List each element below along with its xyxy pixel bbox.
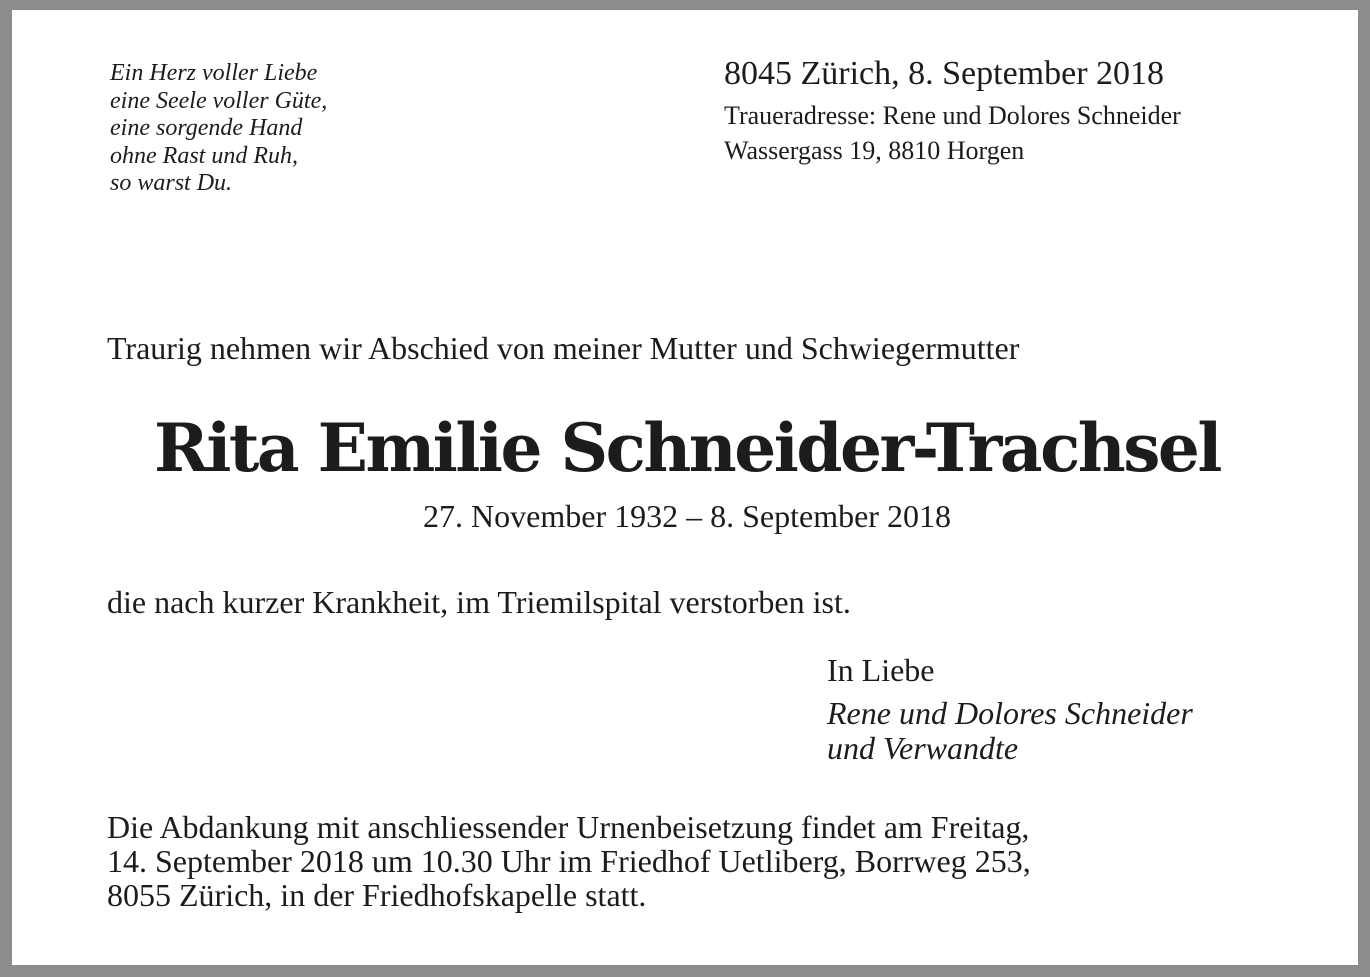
ceremony-details [107,810,1031,912]
mourning-address [724,98,1181,168]
closing-phrase: In Liebe [827,652,935,688]
address-line: Wassergass 19, 8810 Horgen [724,136,1025,165]
poem-line: so warst Du. [110,170,233,196]
ceremony-line: Die Abdankung mit anschliessender Urnenbeisetzung findet am Freitag, [107,809,1030,845]
ceremony-line: 8055 Zürich, in der Friedhofskapelle statt. [107,877,647,913]
poem-line: eine Seele voller Güte, [110,87,328,114]
signers [827,696,1193,766]
signer-line: und Verwandte [827,730,1019,766]
death-note: die nach kurzer Krankheit, im Triemilspital verstorben ist. [107,584,851,620]
place-and-date: 8045 Zürich, 8. September 2018 [724,55,1165,92]
poem-line: eine sorgende Hand [110,115,303,141]
address-line: Traueradresse: Rene und Dolores Schneider [724,101,1181,130]
obituary-page [12,10,1358,965]
poem-line: Ein Herz voller Liebe [110,60,318,86]
poem-line: ohne Rast und Ruh, [110,142,298,169]
poem-verse [110,60,327,198]
ceremony-line: 14. September 2018 um 10.30 Uhr im Friedhof Uetliberg, Borrweg 253, [107,843,1031,879]
signer-line: Rene und Dolores Schneider [827,695,1193,731]
intro-sentence: Traurig nehmen wir Abschied von meiner Mutter und Schwiegermutter [107,330,1020,366]
life-dates: 27. November 1932 – 8. September 2018 [423,498,951,534]
deceased-name: Rita Emilie Schneider-Trachsel [154,409,1220,487]
